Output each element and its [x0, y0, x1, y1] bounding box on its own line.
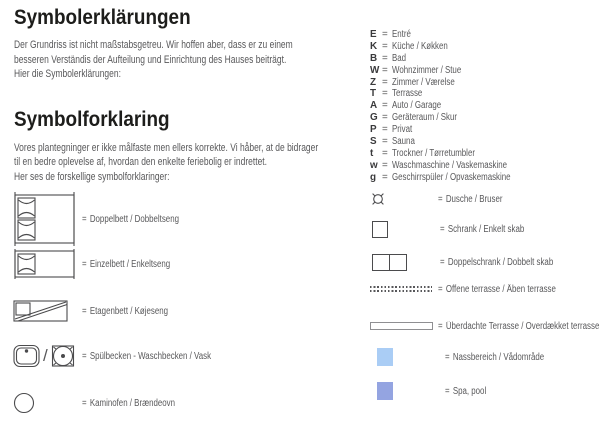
equals-sign: =: [382, 64, 388, 76]
text-line: Der Grundriss ist nicht maßstabsgetreu. Wir hoffen aber, dass er zu einem: [14, 39, 293, 51]
equals-sign: =: [82, 305, 87, 317]
abbr-letter: E: [370, 29, 377, 40]
legend-label: Spülbecken - Waschbecken / Vask: [89, 350, 212, 362]
legend-row-bunk-bed: [13, 299, 190, 323]
equals-sign: =: [382, 136, 388, 148]
covered-terrace-icon: [370, 322, 433, 330]
legend-row-wet-area: [370, 347, 569, 367]
legend-label: Einzelbett / Enkeltseng: [89, 258, 171, 270]
abbr-meaning: Geräteraum / Skur: [392, 112, 457, 124]
abbreviation-list: [370, 29, 540, 184]
abbr-row: [370, 136, 540, 148]
equals-sign: =: [382, 147, 388, 159]
abbr-letter: K: [370, 40, 378, 52]
equals-sign: =: [382, 76, 388, 88]
german-intro-text: [14, 38, 293, 82]
abbr-letter: T: [370, 88, 377, 100]
abbr-meaning: Küche / Køkken: [392, 40, 448, 52]
abbr-letter: P: [370, 124, 377, 136]
abbr-letter: A: [370, 100, 378, 112]
single-bed-icon: [13, 249, 76, 279]
abbr-letter: W: [370, 64, 380, 76]
text-line: besseren Verständis der Aufteilung und Einrichtung des Hauses beiträgt.: [14, 53, 287, 66]
legend-row-sink: [13, 343, 243, 369]
equals-sign: =: [382, 124, 388, 136]
text-line: til en bedre oplevelse af, hvordan den enkelte feriebolig er indrettet.: [14, 156, 268, 168]
abbr-row: [370, 148, 540, 160]
spa-pool-icon: [377, 382, 393, 400]
legend-label: Etagenbett / Køjeseng: [89, 305, 168, 317]
abbr-letter: Z: [370, 76, 377, 88]
equals-sign: =: [382, 40, 388, 52]
equals-sign: =: [382, 112, 388, 124]
abbr-meaning: Sauna: [392, 136, 415, 148]
danish-intro-text: [14, 141, 319, 185]
equals-sign: =: [438, 193, 443, 205]
abbr-letter: g: [370, 171, 377, 183]
equals-sign: =: [382, 171, 388, 183]
legend-row-stove: [13, 392, 198, 414]
equals-sign: =: [445, 385, 450, 397]
abbr-row: [370, 41, 540, 53]
abbr-row: [370, 77, 540, 89]
double-bed-icon: [13, 192, 76, 246]
equals-sign: =: [82, 213, 87, 225]
legend-row-double-cabinet: [370, 252, 582, 272]
legend-label: Offene terrasse / Åben terrasse: [445, 283, 556, 295]
abbr-letter: G: [370, 112, 378, 124]
intro-column: [14, 5, 359, 184]
legend-label: Schrank / Enkelt skab: [447, 223, 525, 235]
text-line: Vores plantegninger er ikke målfaste men ellers korrekte. Vi håber, at de bidrager: [14, 141, 319, 154]
text-line: Her ses de forskellige symbolforklaringer:: [14, 170, 170, 183]
bunk-bed-icon: [13, 300, 69, 323]
abbr-meaning: Auto / Garage: [392, 100, 442, 112]
equals-sign: =: [82, 397, 87, 409]
equals-sign: =: [382, 52, 388, 64]
abbr-meaning: Waschmaschine / Vaskemaskine: [392, 159, 508, 171]
legend-label: Spa, pool: [452, 385, 487, 397]
abbr-meaning: Wohnzimmer / Stue: [392, 64, 462, 76]
abbr-row: [370, 29, 540, 41]
legend-row-double-bed: [13, 192, 203, 246]
equals-sign: =: [382, 29, 388, 40]
legend-label: Dusche / Bruser: [445, 193, 503, 205]
equals-sign: =: [440, 256, 445, 268]
equals-sign: =: [438, 320, 443, 332]
double-cabinet-icon: [372, 254, 407, 271]
wet-area-icon: [377, 348, 393, 366]
equals-sign: =: [382, 159, 388, 171]
abbr-row: [370, 88, 540, 100]
legend-row-cabinet: [370, 219, 545, 239]
abbr-meaning: Zimmer / Værelse: [392, 76, 455, 88]
legend-label: Nassbereich / Vådområde: [452, 351, 545, 363]
abbr-letter: B: [370, 52, 378, 64]
abbr-meaning: Trockner / Tørretumbler: [392, 147, 475, 159]
german-title: Symbolerklärungen: [14, 5, 191, 29]
abbr-row: [370, 65, 540, 77]
equals-sign: =: [382, 88, 388, 100]
legend-row-spa-pool: [370, 381, 497, 401]
single-cabinet-icon: [372, 221, 388, 238]
legend-row-open-terrace: [370, 283, 585, 295]
wash-basin-icon: [51, 344, 76, 368]
wood-stove-icon: [13, 392, 35, 414]
abbr-letter: S: [370, 136, 377, 148]
abbr-row: [370, 124, 540, 136]
equals-sign: =: [82, 350, 87, 362]
abbr-letter: w: [370, 159, 378, 171]
shower-icon: [370, 191, 386, 207]
abbr-row: [370, 160, 540, 172]
abbr-letter: t: [370, 147, 374, 159]
legend-label: Doppelbett / Dobbeltseng: [89, 213, 179, 225]
open-terrace-icon: [370, 286, 432, 292]
abbr-row: [370, 53, 540, 65]
abbr-row: [370, 112, 540, 124]
legend-label: Kaminofen / Brændeovn: [89, 397, 176, 409]
kitchen-sink-icon: [13, 344, 40, 368]
legend-row-shower: [370, 190, 519, 208]
legend-row-single-bed: [13, 249, 192, 279]
abbr-row: [370, 100, 540, 112]
equals-sign: =: [440, 223, 445, 235]
abbr-meaning: Bad: [392, 52, 407, 64]
equals-sign: =: [82, 258, 87, 270]
text-line: Hier die Symbolerklärungen:: [14, 68, 121, 80]
legend-label: Doppelschrank / Dobbelt skab: [447, 256, 554, 268]
legend-label: Überdachte Terrasse / Overdækket terrasse: [445, 320, 600, 332]
abbr-meaning: Privat: [392, 124, 413, 136]
equals-sign: =: [438, 283, 443, 295]
abbr-row: [370, 172, 540, 184]
abbr-meaning: Entré: [392, 29, 411, 40]
equals-sign: =: [382, 100, 388, 112]
slash-separator: /: [43, 346, 48, 365]
danish-title: Symbolforklaring: [14, 106, 170, 131]
legend-row-covered-terrace: [370, 320, 600, 332]
equals-sign: =: [445, 351, 450, 363]
abbr-meaning: Geschirrspüler / Opvaskemaskine: [392, 171, 511, 183]
abbr-meaning: Terrasse: [392, 88, 423, 100]
